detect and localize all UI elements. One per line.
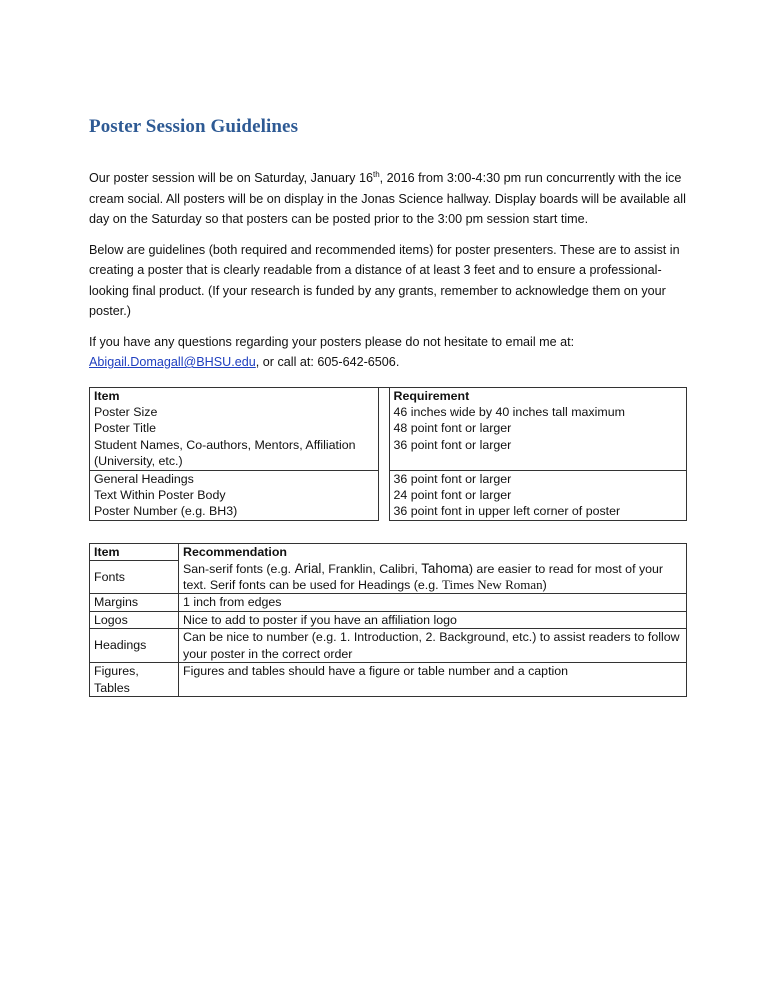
table-cell-requirement: 36 point font in upper left corner of poster xyxy=(389,503,686,520)
table-row xyxy=(90,420,687,436)
table-row xyxy=(90,404,687,420)
ordinal-suffix: th xyxy=(372,170,380,179)
font-sample-times: Times New Roman xyxy=(441,577,543,593)
fonts-text-b: , Franklin, Calibri, xyxy=(321,561,422,576)
table-cell-item: Poster Title xyxy=(90,420,379,436)
recommendations-table xyxy=(89,543,687,697)
table-row xyxy=(90,437,687,470)
table-row xyxy=(90,470,687,487)
table-cell-recommendation: 1 inch from edges xyxy=(179,594,687,611)
intro-paragraph-guidelines: Below are guidelines (both required and recommended items) for poster presenters. These are to assist in creating a poster that is clearly readable from a distance of at least 3 feet and to ensure a professional-looking final product. (If your research is funded by any grants, remember to acknowledge them on your poster.) xyxy=(89,242,680,318)
table-cell-recommendation: Figures and tables should have a figure or table number and a caption xyxy=(179,663,687,697)
table-cell-item: Fonts xyxy=(90,561,179,594)
table-cell-item: Margins xyxy=(90,594,179,611)
schedule-text-start: Our poster session will be on Saturday, January 16 xyxy=(89,171,373,185)
table-cell-recommendation: Nice to add to poster if you have an affiliation logo xyxy=(179,611,687,628)
table-row xyxy=(90,503,687,520)
table-cell-recommendation: Can be nice to number (e.g. 1. Introduction, 2. Background, etc.) to assist readers to follow your poster in the correct order xyxy=(179,629,687,663)
page-title: Poster Session Guidelines xyxy=(89,116,299,137)
fonts-text-c: ) are easier to read for most of your text. Serif fonts can be used for Headings (e.g. xyxy=(183,561,664,593)
table-row xyxy=(90,543,687,560)
header-requirement: Requirement xyxy=(389,387,686,404)
header-item: Item xyxy=(90,543,179,560)
table-row xyxy=(90,611,687,628)
table-cell-item: Figures, Tables xyxy=(90,663,179,697)
table-cell-item: General Headings xyxy=(90,470,379,487)
font-sample-tahoma: Tahoma xyxy=(421,560,469,576)
table-cell-item: Student Names, Co-authors, Mentors, Affiliation (University, etc.) xyxy=(90,437,379,470)
contact-text-start: If you have any questions regarding your posters please do not hesitate to email me at: xyxy=(89,334,575,349)
table-cell-item: Logos xyxy=(90,611,179,628)
table-row xyxy=(90,561,687,594)
intro-paragraph-contact xyxy=(89,332,689,373)
email-link[interactable]: Abigail.Domagall@BHSU.edu xyxy=(89,355,256,369)
font-sample-arial: Arial xyxy=(294,560,322,576)
header-item: Item xyxy=(90,387,379,404)
requirements-table xyxy=(89,387,687,521)
table-row xyxy=(90,487,687,503)
table-cell-item: Text Within Poster Body xyxy=(90,487,379,503)
document-page xyxy=(89,116,689,697)
table-row xyxy=(90,594,687,611)
table-row xyxy=(90,629,687,663)
table-cell-item: Headings xyxy=(90,629,179,663)
table-cell-recommendation xyxy=(179,561,687,594)
fonts-text-d: ) xyxy=(542,578,547,593)
header-recommendation: Recommendation xyxy=(179,543,687,560)
contact-text-end: , or call at: 605-642-6506. xyxy=(255,355,400,369)
table-cell-requirement: 24 point font or larger xyxy=(389,487,686,503)
fonts-text-a: San-serif fonts (e.g. xyxy=(183,561,295,576)
table-cell-requirement: 36 point font or larger xyxy=(389,437,686,470)
table-cell-item: Poster Size xyxy=(90,404,379,420)
schedule-text-end: , 2016 from 3:00-4:30 pm run concurrently with the ice cream social. All posters will be on display in the Jonas Science hallway. Display boards will be available all day on the Saturday so that posters can be posted prior to the 3:00 pm session start time. xyxy=(89,171,686,226)
table-cell-requirement: 46 inches wide by 40 inches tall maximum xyxy=(389,404,686,420)
table-cell-item: Poster Number (e.g. BH3) xyxy=(90,503,379,520)
table-row xyxy=(90,663,687,697)
table-cell-requirement: 36 point font or larger xyxy=(389,470,686,487)
intro-paragraph-schedule xyxy=(89,168,689,230)
table-cell-requirement: 48 point font or larger xyxy=(389,420,686,436)
table-row xyxy=(90,387,687,404)
